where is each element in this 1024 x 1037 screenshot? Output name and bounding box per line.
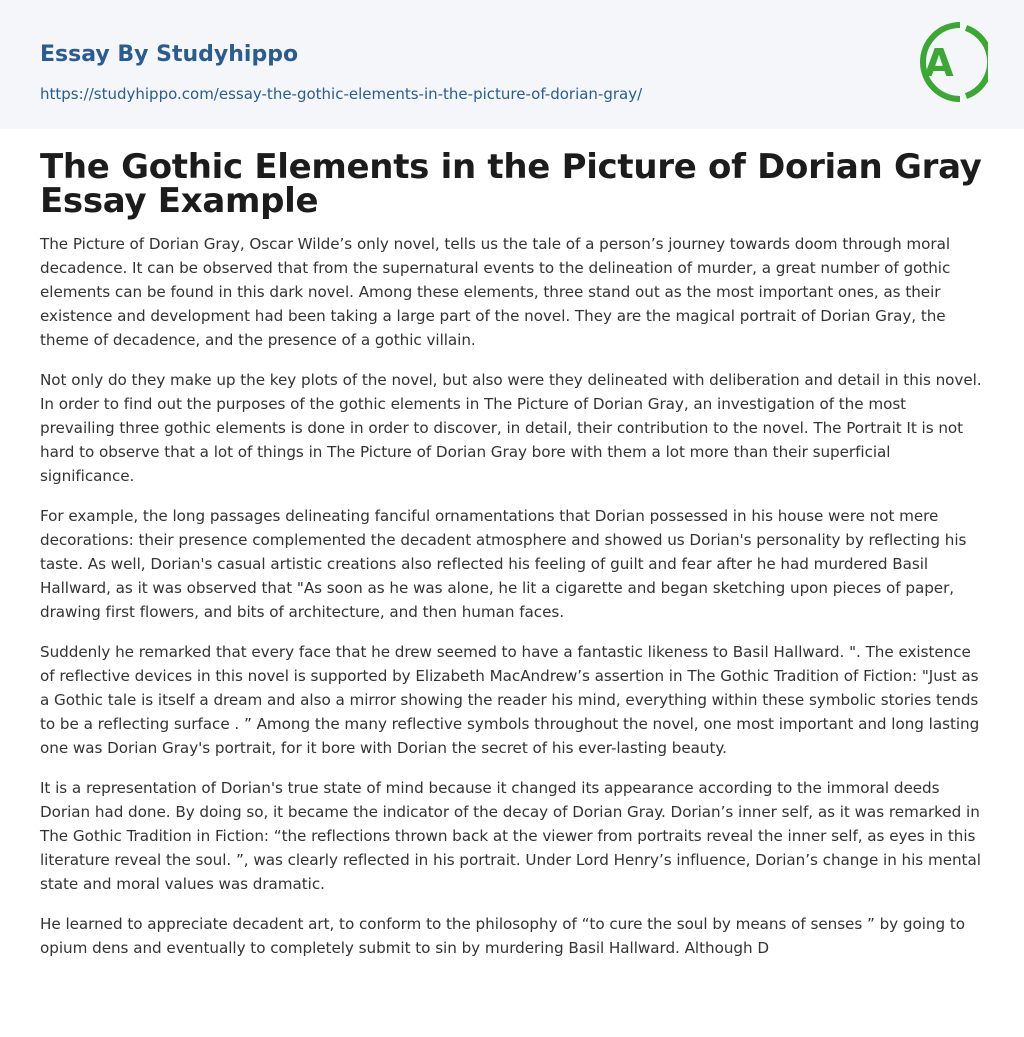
studyhippo-logo-icon[interactable]: [908, 18, 988, 106]
essay-paragraph-3: For example, the long passages delineating fanciful ornamentations that Dorian possessed in his house were not mere decorations: their presence complemented the decadent atmosphere and showed us Dorian's personality by reflecting his taste. As well, Dorian's casual artistic creations also reflected his feeling of guilt and fear after he had murdered Basil Hallward, as it was observed that "As soon as he was alone, he lit a cigarette and began sketching upon pieces of paper, drawing first flowers, and bits of architecture, and then human faces.: [40, 507, 967, 621]
essay-title: The Gothic Elements in the Picture of Dorian Gray Essay Example: [40, 147, 982, 221]
essay-paragraph-6: He learned to appreciate decadent art, to conform to the philosophy of “to cure the soul by means of senses ” by going to opium dens and eventually to completely submit to sin by murdering Basil Hallward. Although D: [40, 915, 965, 957]
site-brand[interactable]: Essay By Studyhippo: [40, 42, 299, 67]
essay-paragraph-1: The Picture of Dorian Gray, Oscar Wilde’s only novel, tells us the tale of a person’s journey towards doom through moral decadence. It can be observed that from the supernatural events to the delineation of murder, a great number of gothic elements can be found in this dark novel. Among these elements, three stand out as the most important ones, as their existence and development had been taking a large part of the novel. They are the magical portrait of Dorian Gray, the theme of decadence, and the presence of a gothic villain.: [40, 235, 951, 349]
logo-letter: A: [924, 41, 954, 85]
essay-url-link[interactable]: https://studyhippo.com/essay-the-gothic-elements-in-the-picture-of-dorian-gray/: [40, 85, 643, 103]
site-header: [0, 0, 1024, 129]
essay-paragraph-5: It is a representation of Dorian's true state of mind because it changed its appearance according to the immoral deeds Dorian had done. By doing so, it became the indicator of the decay of Dorian Gray. Dorian’s inner self, as it was remarked in The Gothic Tradition in Fiction: “the reflections thrown back at the viewer from portraits reveal the inner self, as eyes in this literature reveal the soul. ”, was clearly reflected in his portrait. Under Lord Henry’s influence, Dorian’s change in his mental state and moral values was dramatic.: [40, 779, 981, 893]
essay-paragraph-2: Not only do they make up the key plots of the novel, but also were they delineated with deliberation and detail in this novel. In order to find out the purposes of the gothic elements in The Picture of Dorian Gray, an investigation of the most prevailing three gothic elements is done in order to discover, in detail, their contribution to the novel. The Portrait It is not hard to observe that a lot of things in The Picture of Dorian Gray bore with them a lot more than their superficial significance.: [40, 371, 982, 485]
essay-paragraph-4: Suddenly he remarked that every face that he drew seemed to have a fantastic likeness to Basil Hallward. ". The existence of reflective devices in this novel is supported by Elizabeth MacAndrew’s assertion in The Gothic Tradition of Fiction: "Just as a Gothic tale is itself a dream and also a mirror showing the reader his mind, everything within these symbolic stories tends to be a reflecting surface . ” Among the many reflective symbols throughout the novel, one most important and long lasting one was Dorian Gray's portrait, for it bore with Dorian the secret of his ever-lasting beauty.: [40, 643, 980, 757]
article: [0, 147, 1024, 960]
